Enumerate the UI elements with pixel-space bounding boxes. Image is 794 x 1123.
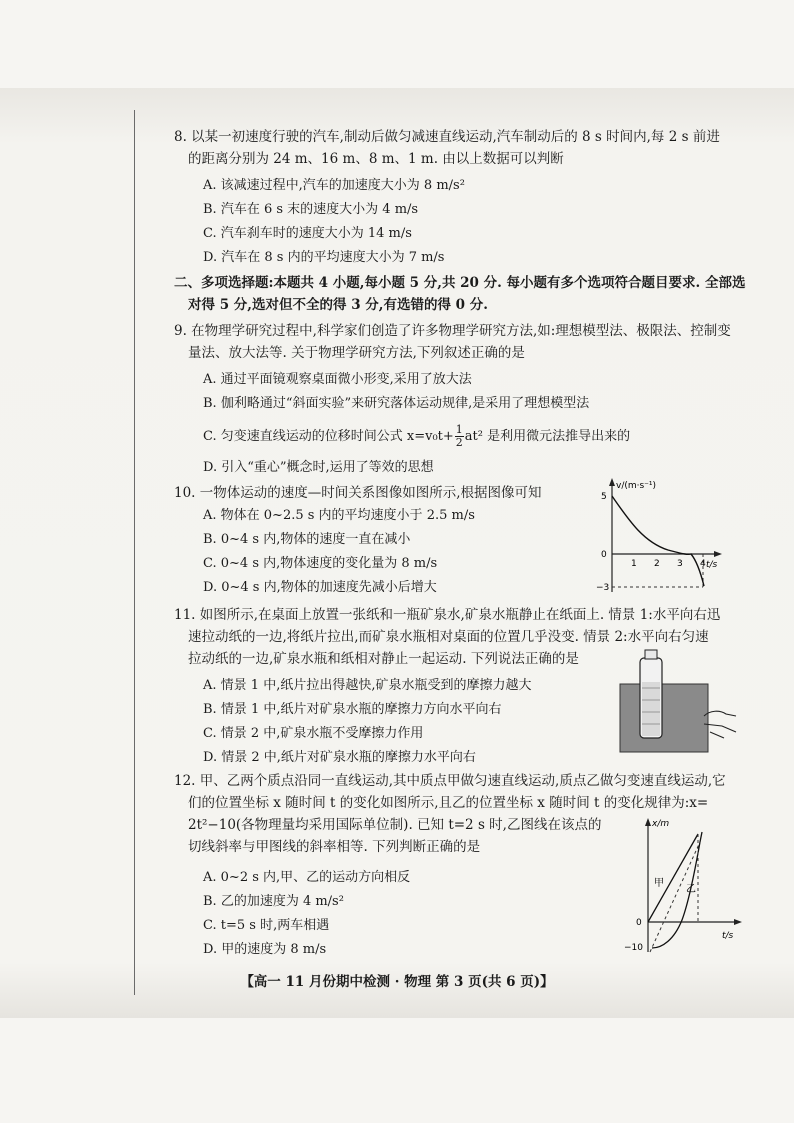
question-10-stem [174,482,614,504]
q10-option-a: A. 物体在 0~2.5 s 内的平均速度小于 2.5 m/s [203,508,475,523]
q12-option-d: D. 甲的速度为 8 m/s [203,942,327,957]
q10-y-tick-5: 5 [601,492,607,502]
section-2-header [174,272,746,316]
q10-option-d: D. 0~4 s 内,物体的加速度先减小后增大 [203,580,437,595]
page-margin-line [134,110,135,995]
q12-label-yi: 乙 [686,884,696,895]
q12-xt-graph [622,812,747,960]
q12-stem-line-2: 们的位置坐标 x 随时间 t 的变化如图所示,且乙的位置坐标 x 随时间 t 的变化规律为:x= [188,795,709,811]
q8-stem-line-1: 8. 以某一初速度行驶的汽车,制动后做匀减速直线运动,汽车制动后的 8 s 时间内,每 2 s 前进 [174,129,720,145]
q9-option-b: B. 伽利略通过“斜面实验”来研究落体运动规律,是采用了理想模型法 [203,396,590,411]
q9-option-c [203,424,630,449]
q12-tangent-dashed [650,842,700,952]
paper-sheet [620,684,708,752]
q12-stem-line-1: 12. 甲、乙两个质点沿同一直线运动,其中质点甲做匀速直线运动,质点乙做匀变速直线运动,它 [174,773,726,789]
q12-option-b: B. 乙的加速度为 4 m/s² [203,894,344,909]
q11-stem-line-1: 11. 如图所示,在桌面上放置一张纸和一瓶矿泉水,矿泉水瓶静止在纸面上. 情景 1:水平向右迅 [174,607,721,623]
hand-pulling-icon [704,711,736,738]
q10-option-c: C. 0~4 s 内,物体速度的变化量为 8 m/s [203,556,438,571]
q9-option-c-pre: C. 匀变速直线运动的位移时间公式 x=v₀t+ [203,428,454,444]
q8-option-a: A. 该减速过程中,汽车的加速度大小为 8 m/s² [203,178,465,193]
q9-fraction-numerator: 1 [455,423,463,436]
q10-stem-line: 10. 一物体运动的速度—时间关系图像如图所示,根据图像可知 [174,485,542,501]
q12-option-a: A. 0~2 s 内,甲、乙的运动方向相反 [203,870,411,885]
q11-option-b: B. 情景 1 中,纸片对矿泉水瓶的摩擦力方向水平向右 [203,702,502,717]
q9-fraction [455,424,464,449]
q8-option-b: B. 汽车在 6 s 末的速度大小为 4 m/s [203,202,419,217]
q10-velocity-curve [612,496,704,586]
q11-stem-line-2: 速拉动纸的一边,将纸片拉出,而矿泉水瓶相对桌面的位置几乎没变. 情景 2:水平向右匀速 [188,629,709,645]
q10-y-axis-arrow [609,478,615,486]
bottle-cap-icon [645,650,657,659]
q12-x-axis-arrow [734,919,742,925]
q11-bottle-on-paper-figure [612,646,742,758]
section-2-line-2: 对得 5 分,选对但不全的得 3 分,有选错的得 0 分. [188,297,488,313]
q10-x-tick-3: 3 [677,559,683,569]
q10-vt-graph [588,474,728,599]
q8-stem-line-2: 的距离分别为 24 m、16 m、8 m、1 m. 由以上数据可以判断 [188,151,564,167]
q12-stem-line-4: 切线斜率与甲图线的斜率相等. 下列判断正确的是 [188,839,481,855]
q12-stem-line-3: 2t²−10(各物理量均采用国际单位制). 已知 t=2 s 时,乙图线在该点的 [188,817,602,833]
q9-option-c-post: at² 是利用微元法推导出来的 [464,428,631,444]
q10-x-tick-2: 2 [654,559,660,569]
q12-y-tick-0: 0 [636,918,642,928]
question-11-stem [174,604,721,670]
question-8-stem [174,126,720,170]
q10-x-tick-4: 4 [700,559,706,569]
q11-stem-line-3: 拉动纸的一边,矿泉水瓶和纸相对静止一起运动. 下列说法正确的是 [188,651,579,667]
page-footer: 【高一 11 月份期中检测 · 物理 第 3 页(共 6 页)】 [240,974,554,990]
q11-option-d: D. 情景 2 中,纸片对矿泉水瓶的摩擦力水平向右 [203,750,476,765]
q10-x-axis-arrow [714,551,722,557]
q12-label-jia: 甲 [654,878,664,889]
q9-option-a: A. 通过平面镜观察桌面微小形变,采用了放大法 [203,372,472,387]
q8-option-c: C. 汽车刹车时的速度大小为 14 m/s [203,226,412,241]
q10-x-tick-1: 1 [631,559,637,569]
q10-y-axis-label: v/(m·s⁻¹) [616,481,657,491]
q11-option-a: A. 情景 1 中,纸片拉出得越快,矿泉水瓶受到的摩擦力越大 [203,678,532,693]
q12-option-c: C. t=5 s 时,两车相遇 [203,918,330,933]
q9-stem-line-2: 量法、放大法等. 关于物理学研究方法,下列叙述正确的是 [188,345,525,361]
q12-y-axis-label: x/m [652,819,670,829]
q9-option-d: D. 引入“重心”概念时,运用了等效的思想 [203,460,434,475]
q12-y-tick-neg10: −10 [624,943,643,953]
q12-x-axis-label: t/s [722,931,734,941]
q8-option-d: D. 汽车在 8 s 内的平均速度大小为 7 m/s [203,250,445,265]
q9-stem-line-1: 9. 在物理学研究过程中,科学家们创造了许多物理学研究方法,如:理想模型法、极限法、控制变 [174,323,731,339]
q12-y-axis-arrow [645,818,651,826]
q10-x-axis-label: t/s [706,560,718,570]
q10-y-tick-neg3: −3 [596,583,610,593]
q11-option-c: C. 情景 2 中,矿泉水瓶不受摩擦力作用 [203,726,424,741]
q9-fraction-denominator: 2 [455,436,463,449]
q10-y-tick-0: 0 [601,550,607,560]
section-2-line-1: 二、多项选择题:本题共 4 小题,每小题 5 分,共 20 分. 每小题有多个选项符合题目要求. 全部选 [174,275,746,291]
question-9-stem [174,320,731,364]
bottle-water-level [642,682,660,736]
q10-option-b: B. 0~4 s 内,物体的速度一直在减小 [203,532,411,547]
